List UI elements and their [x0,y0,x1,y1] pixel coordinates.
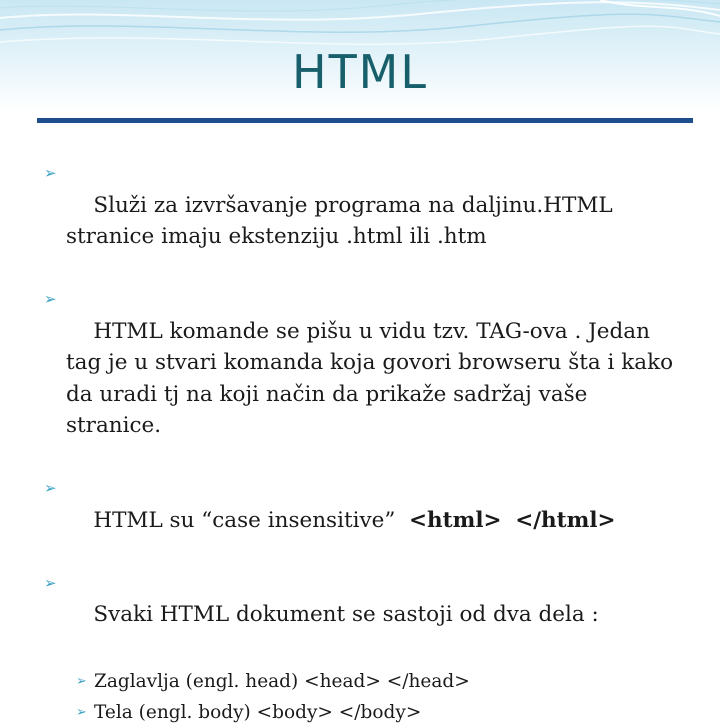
triangle-arrow-icon: ➢ [44,573,57,592]
sub-bullet-text: Zaglavlja (engl. head) <head> </head> [94,671,470,692]
slide-title: HTML [291,45,428,99]
bullet-text: Služi za izvršavanje programa na daljinu.HTML stranice imaju ekstenziju .html ili .htm [66,192,620,249]
triangle-arrow-icon: ➢ [44,479,57,497]
bullet-item [44,284,684,473]
header-band [0,0,720,112]
sub-bullet-item [76,697,684,728]
triangle-arrow-icon: ➢ [44,164,57,182]
bullet-item [44,568,684,663]
triangle-arrow-icon: ➢ [44,290,57,308]
html-open-tag: <html> [409,507,502,533]
bullet-text: HTML komande se pišu u vidu tzv. TAG-ova . Jedan tag je u stvari komanda koja govori browseru šta i kako da uradi tj na koji način da prikaže sadržaj vaše stranice. [66,318,680,438]
sub-bullet-item [76,666,684,697]
bullet-text: HTML su “case insensitive” [93,507,409,533]
bullet-text: Svaki HTML dokument se sastoji od dva dela : [93,602,599,627]
html-close-tag: </html> [515,507,616,533]
bullet-item [44,158,684,284]
triangle-arrow-icon: ➢ [76,674,87,689]
sub-bullet-text: Tela (engl. body) <body> </body> [94,702,422,723]
bullet-item [44,473,684,568]
title-divider [37,118,693,123]
slide-body [44,158,684,728]
triangle-arrow-icon: ➢ [76,705,87,720]
tag-gap [502,508,516,533]
